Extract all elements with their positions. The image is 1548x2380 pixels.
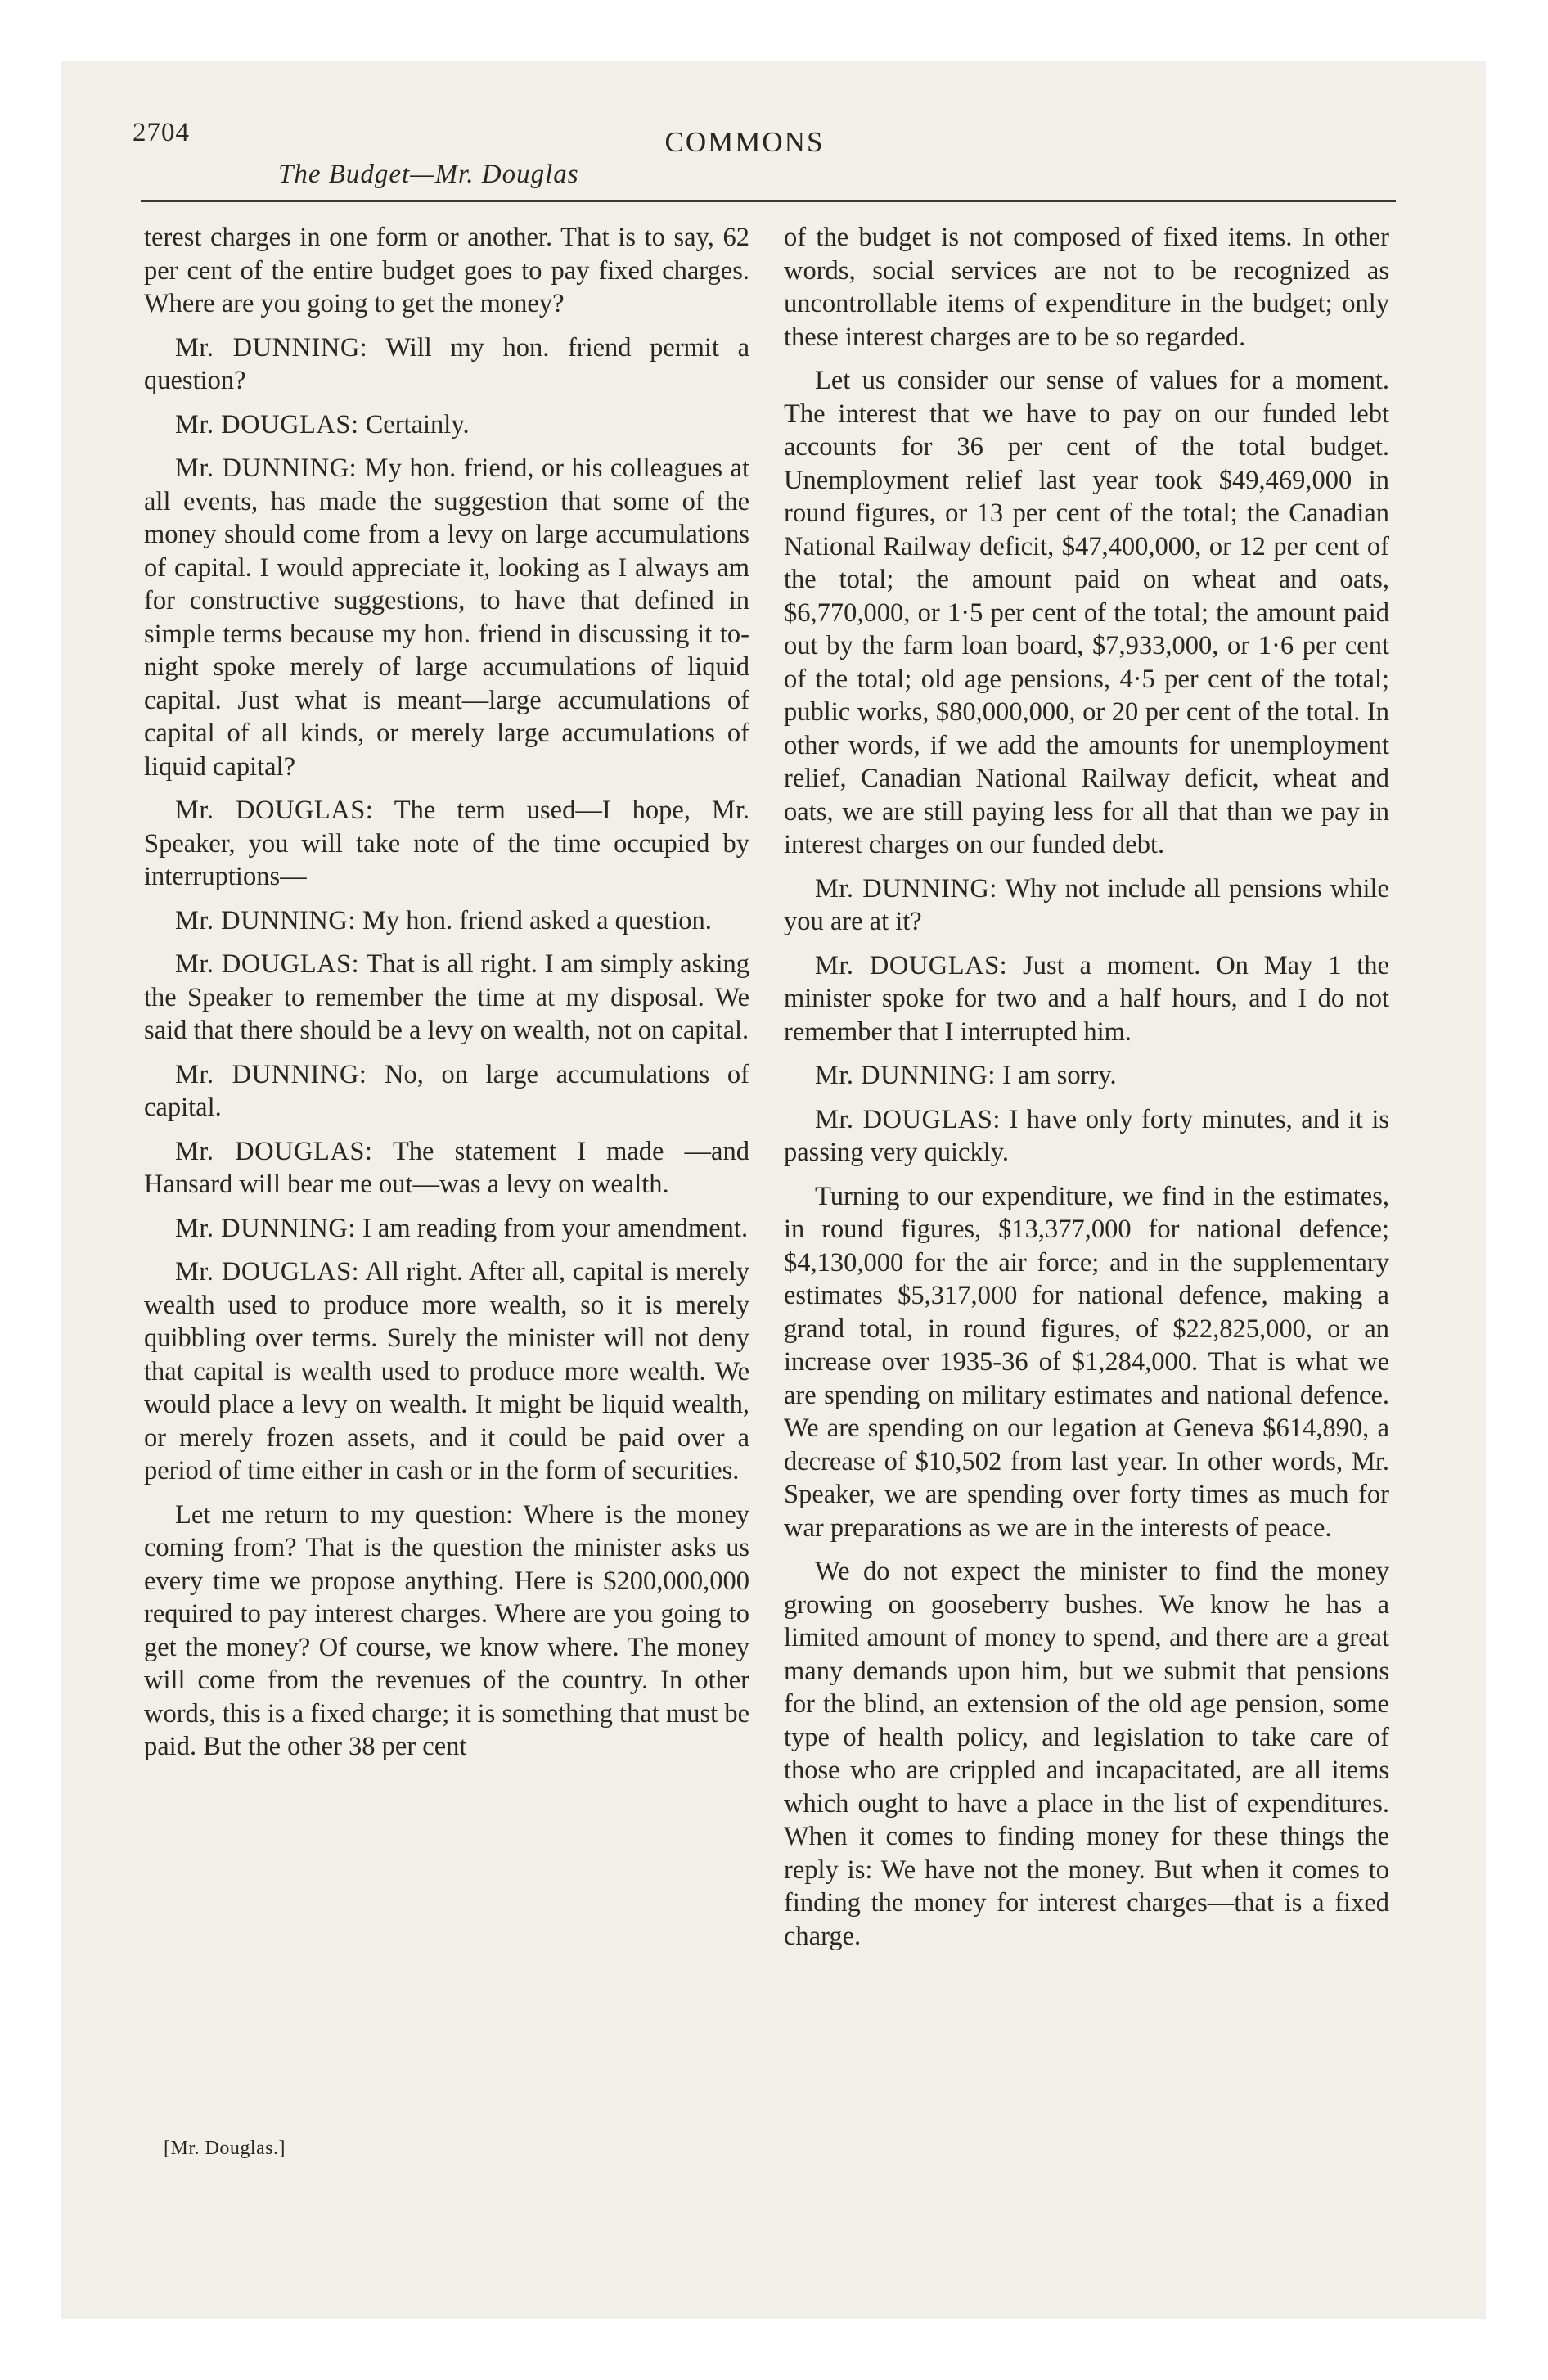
paragraph-text: Why not include all pensions while you are at it?: [784, 873, 1389, 936]
speaker-name: Mr. DOUGLAS:: [175, 1136, 373, 1166]
speech-paragraph: [784, 949, 1389, 1049]
paragraph-text: My hon. friend asked a question.: [362, 905, 712, 935]
paragraph-text: The term used—I hope, Mr. Speaker, you will take note of the time occupied by interruptions—: [144, 796, 749, 891]
speech-paragraph: [144, 1058, 749, 1125]
speech-paragraph: [144, 452, 749, 783]
speech-paragraph: [144, 904, 749, 938]
paragraph-text: Let us consider our sense of values for a moment. The interest that we have to pay on our funded lebt accounts for 36 per cent of the total budget. Unemployment relief last year took $49,469,000 in round figures, or 13 per cent of the total; the Canadian National Railway deficit, $47,400,000, or 12 per cent of the total; the amount paid on wheat and oats, $6,770,000, or 1·5 per cent of the total; the amount paid out by the farm loan board, $7,933,000, or 1·6 per cent of the total; old age pensions, 4·5 per cent of the total; public works, $80,000,000, or 20 per cent of the total. In other words, if we add the amounts for unemployment relief, Canadian National Railway deficit, wheat and oats, we are still paying less for all that than we pay in interest charges on our funded debt.: [784, 366, 1389, 859]
paragraph-text: Just a moment. On May 1 the minister spoke for two and a half hours, and I do not remember that I interrupted him.: [784, 950, 1389, 1047]
paragraph-text: Will my hon. friend permit a question?: [144, 332, 749, 395]
speaker-name: Mr. DUNNING:: [815, 1061, 996, 1090]
paragraph-text: terest charges in one form or another. That is to say, 62 per cent of the entire budget goes to pay fixed charges. Where are you going to get the money?: [144, 223, 749, 318]
paragraph-text: I have only forty minutes, and it is passing very quickly.: [784, 1104, 1390, 1167]
paragraph-text: No, on large accumulations of capital.: [144, 1059, 750, 1122]
speech-paragraph: [144, 1212, 749, 1246]
speech-paragraph: [144, 331, 749, 398]
text-paragraph: [784, 221, 1389, 354]
paragraph-text: Let me return to my question: Where is the money coming from? That is the question the minister asks us every time we propose anything. Here is $200,000,000 required to pay interest charges. Where are you going to get the money? Of course, we know where. The money will come from the revenues of the country. In other words, this is a fixed charge; it is something that must be paid. But the other 38 per cent: [144, 1499, 749, 1761]
speech-paragraph: [144, 1135, 749, 1201]
speech-paragraph: [144, 948, 749, 1048]
paragraph-text: I am sorry.: [1001, 1061, 1117, 1090]
paragraph-text: I am reading from your amendment.: [362, 1213, 749, 1243]
text-paragraph: [144, 221, 749, 321]
speaker-name: Mr. DOUGLAS:: [815, 1104, 1001, 1134]
text-paragraph: [144, 1499, 749, 1764]
text-paragraph: [784, 1555, 1389, 1953]
paragraph-text: That is all right. I am simply asking the Speaker to remember the time at my disposal. We said that there should be a levy on wealth, not on capital.: [144, 949, 749, 1045]
page-header: [82, 64, 1407, 195]
speaker-name: Mr. DUNNING:: [175, 1059, 367, 1089]
paragraph-text: We do not expect the minister to find the money growing on gooseberry bushes. We know he has a limited amount of money to spend, and there are a great many demands upon him, but we submit that pensions for the blind, an extension of the old age pension, some type of health policy, and legislation to take care of those who are crippled and incapacitated, are all items which ought to have a place in the list of expenditures. When it comes to finding money for these things the reply is: We have not the money. But when it comes to finding the money for interest charges—that is a fixed charge.: [784, 1557, 1389, 1951]
speech-paragraph: [144, 408, 749, 442]
chamber-title: COMMONS: [664, 126, 825, 158]
header-rule: [141, 200, 1396, 202]
speaker-name: Mr. DUNNING:: [175, 453, 358, 483]
paragraph-text: Certainly.: [365, 409, 470, 439]
text-paragraph: [784, 1180, 1389, 1545]
paragraph-text: All right. After all, capital is merely wealth used to produce more wealth, so it is merely quibbling over terms. Surely the minister will not deny that capital is wealth used to produce more wealth. We would place a levy on wealth. It might be liquid wealth, or merely frozen assets, and it could be paid over a period of time either in cash or in the form of securities.: [144, 1257, 749, 1485]
speaker-name: Mr. DUNNING:: [175, 905, 356, 935]
speech-paragraph: [144, 794, 749, 894]
paragraph-text: of the budget is not composed of fixed items. In other words, social services are not to be recognized as uncontrollable items of expenditure in the budget; only these interest charges are to be so regarded.: [784, 223, 1389, 352]
paragraph-text: Turning to our expenditure, we find in the estimates, in round figures, $13,377,000 for national defence; $4,130,000 for the air force; and in the supplementary estimates $5,317,000 for national defence, making a grand total, in round figures, of $22,825,000, or an increase over 1935-36 of $1,284,000. That is what we are spending on military estimates and national defence. We are spending on our legation at Geneva $614,890, a decrease of $10,502 from last year. In other words, Mr. Speaker, we are spending over forty times as much for war preparations as we are in the interests of peace.: [784, 1181, 1389, 1543]
speaker-footnote: [Mr. Douglas.]: [164, 2138, 286, 2159]
speaker-name: Mr. DUNNING:: [175, 1213, 356, 1243]
paragraph-text: My hon. friend, or his colleagues at all events, has made the suggestion that some of the money should come from a levy on large accumulations of capital. I would appreciate it, looking as I always am for constructive suggestions, to have that defined in simple terms because my hon. friend in discussing it to-night spoke merely of large accumulations of liquid capital. Just what is meant—large accumulations of capital of all kinds, or merely large accumulations of liquid capital?: [144, 453, 750, 782]
left-column: [144, 221, 749, 1774]
speaker-name: Mr. DUNNING:: [815, 873, 997, 904]
speech-paragraph: [784, 1103, 1389, 1170]
speaker-name: Mr. DOUGLAS:: [815, 950, 1008, 980]
speech-paragraph: [784, 1059, 1389, 1093]
running-title: The Budget—Mr. Douglas: [278, 160, 579, 189]
speech-paragraph: [144, 1255, 749, 1488]
page-number: 2704: [133, 118, 190, 147]
speaker-name: Mr. DOUGLAS:: [175, 1257, 360, 1287]
paragraph-text: The statement I made —and Hansard will bear me out—was a levy on wealth.: [144, 1136, 749, 1199]
speaker-name: Mr. DOUGLAS:: [175, 796, 374, 825]
speaker-name: Mr. DUNNING:: [175, 332, 368, 363]
right-column: [784, 221, 1389, 1963]
speech-paragraph: [784, 872, 1389, 939]
speaker-name: Mr. DOUGLAS:: [175, 949, 360, 979]
text-paragraph: [784, 364, 1389, 862]
speaker-name: Mr. DOUGLAS:: [175, 409, 359, 439]
